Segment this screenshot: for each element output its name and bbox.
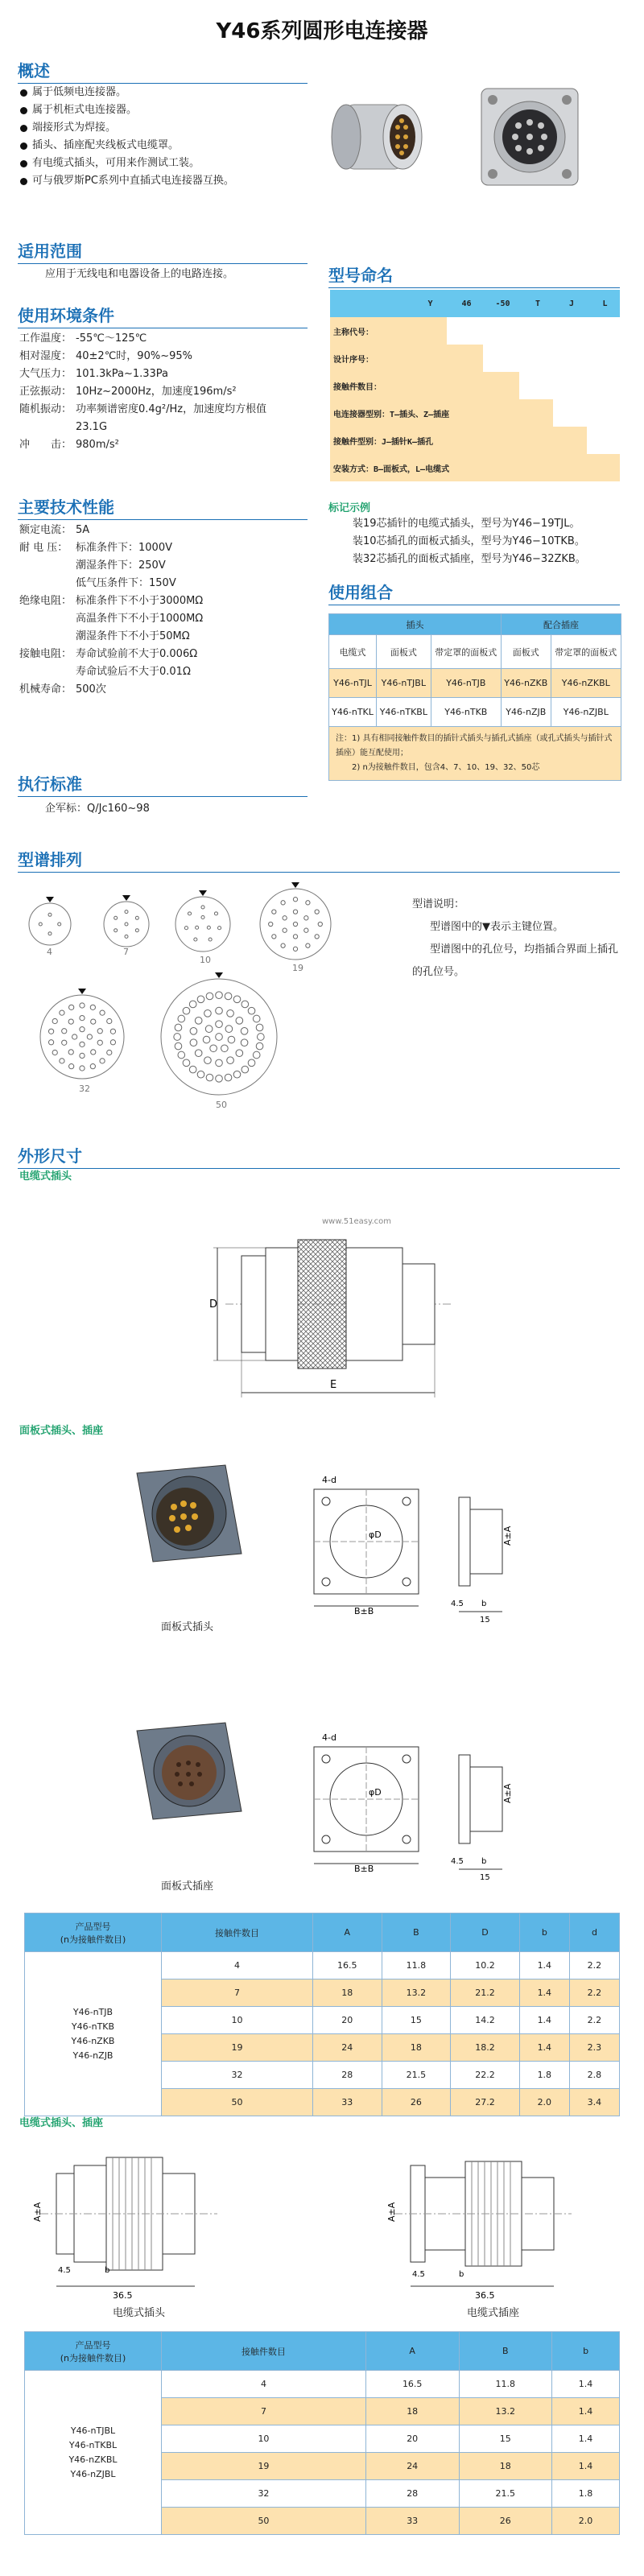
tech-row: 寿命试验后不大于0.01Ω [76,666,191,678]
dims-heading: 外形尺寸 [18,1143,620,1169]
overview-list [19,84,325,190]
cable-plug-heading: 电缆式插头 [19,1170,72,1183]
layout-notes: 型谱说明： 型谱图中的▼表示主键位置。 型谱图中的孔位号，均指插合界面上插孔的孔位号。 [412,898,619,978]
table-cell: 10 [162,2007,313,2034]
layout-label: 7 [123,947,129,957]
layout-diagrams [18,876,420,1117]
table-cell: 4 [162,2371,366,2398]
table-cell: 28 [365,2480,459,2508]
table-cell: 18 [459,2453,552,2480]
table-cell: 2.2 [569,1952,619,1979]
table-cell: 10.2 [451,1952,520,1979]
svg-text:www.51easy.com: www.51easy.com [322,1217,392,1226]
dims-table-panel: 产品型号 (n为接触件数目) 接触件数目 A B D b d Y46-nTJB Y46-nTKB Y46-nZKB Y46-nZJB 4 16.5 11.8 10.2 1.4 2.2 7 18 13.2 21.2 1.4 2.2 10 20 15 14.2 1.4 2.2 19 24 18 18.2 1.4 2.3 32 28 21.5 22.2 1.8 2.8 50 33 26 27.2 2.0 3.4 [24,1913,620,2116]
svg-text:4.5: 4.5 [451,1600,464,1608]
model-list [25,1952,162,2116]
list-item: 装32芯插孔的面板式插座，型号为Y46−32ZKB。 [353,553,586,565]
svg-text:4-d: 4-d [322,1475,336,1485]
model-name: Y46-nTKBL [68,2439,118,2450]
table-cell: 1.4 [552,2453,620,2480]
table-cell: 16.5 [312,1952,382,1979]
list-item: 装10芯插孔的面板式插头，型号为Y46−10TKB。 [353,535,585,547]
cable-plug-drawing [209,1216,475,1409]
env-list [19,330,325,454]
layout-heading: 型谱排列 [18,847,620,873]
table-cell: 1.4 [552,2371,620,2398]
model-name: Y46-nTKB [71,2021,115,2032]
list-item: 属于低频电连接器。 [19,84,325,101]
panel-socket-drawing [298,1723,539,1892]
svg-text:15: 15 [480,1616,490,1624]
svg-text:φD: φD [369,1530,382,1540]
table-cell: 20 [312,2007,382,2034]
standard-heading: 执行标准 [18,771,308,797]
cable2-socket-drawing [378,2141,620,2302]
panel-socket-render [121,1707,250,1868]
list-item: 插头、插座配夹线板式电缆罩。 [19,137,325,155]
tech-heading: 主要技术性能 [18,494,308,520]
table-cell: 1.4 [519,1952,569,1979]
table-cell: 50 [162,2508,366,2535]
env-row: 冲 击： 980m/s² [19,439,119,451]
svg-text:A±A: A±A [386,2202,397,2222]
table-cell: 2.0 [519,2089,569,2116]
table-row [25,2371,620,2398]
svg-text:b: b [481,1600,487,1608]
table-cell: 18 [382,2034,451,2062]
table-cell: 50 [162,2089,313,2116]
panel-heading: 面板式插头、插座 [19,1425,104,1437]
panel-plug-render [121,1449,250,1610]
table-cell: 2.2 [569,1979,619,2007]
table-cell: 15 [382,2007,451,2034]
table-cell: 1.8 [519,2062,569,2089]
pin-layout-19 [260,882,331,973]
cable2-socket-caption: 电缆式插座 [467,2307,520,2319]
naming-diagram: Y 46 -50 T J L 主称代号： 设计序号： 接触件数目： 电连接器型别：T—插头、Z—插座 接触件型别：J—插针K—插孔 安装方式：B—面板式，L—电缆式 [330,290,620,481]
dims-table-cable: 产品型号 (n为接触件数目) 接触件数目 A B b Y46-nTJBL Y46-nTKBL Y46-nZKBL Y46-nZJBL 4 16.5 11.8 1.4 7 18 13.2 1.4 10 20 15 1.4 19 24 18 1.4 32 28 21.5 1.8 50 33 26 2.0 [24,2331,620,2535]
table-cell: 16.5 [365,2371,459,2398]
list-item: 可与俄罗斯PC系列中直插式电连接器互换。 [19,172,325,190]
tech-row: 绝缘电阻： 标准条件下不小于3000MΩ [19,595,204,607]
env-row: 正弦振动： 10Hz~2000Hz，加速度196m/s² [19,386,237,398]
tech-row: 机械寿命： 500次 [19,683,106,696]
table-cell: 21.5 [382,2062,451,2089]
layout-label: 50 [216,1100,227,1110]
list-item: 有电缆式插头，可用来作测试工装。 [19,155,325,172]
svg-text:4.5: 4.5 [412,2270,425,2279]
model-name: Y46-nZJB [72,2050,114,2061]
layout-label: 19 [292,963,303,973]
tech-row: 潮湿条件下不小于50MΩ [76,630,190,642]
page-title: Y46系列圆形电连接器 [216,19,428,43]
table-cell: 14.2 [451,2007,520,2034]
table-cell: 1.4 [519,2007,569,2034]
model-name: Y46-nTJBL [70,2425,116,2436]
table-cell: 15 [459,2425,552,2453]
combo-table: 插头 配合插座 电缆式 面板式 带定罩的面板式 面板式 带定罩的面板式 Y46-nTJL Y46-nTJBL Y46-nTJB Y46-nZKB Y46-nZKBL Y46-nTKL Y46-nTKBL Y46-nTKB Y46-nZJB Y46-nZJBL 注：1) 具有相同接触件数目的插针式插头与插孔式插座（或孔式插头与插针式插座）能互配使用； 2) n为接触件数目，包含4、7、10、19、32、50芯 [328,613,621,781]
svg-text:15: 15 [480,1873,490,1882]
table-row [25,1952,620,1979]
table-cell: 1.4 [552,2425,620,2453]
table-cell: 7 [162,1979,313,2007]
tech-row: 高温条件下不小于1000MΩ [76,613,204,625]
table-cell: 1.4 [519,2034,569,2062]
svg-text:D: D [209,1298,218,1311]
table-cell: 19 [162,2453,366,2480]
overview-heading: 概述 [18,58,308,84]
env-row: 工作温度： -55℃～125℃ [19,332,147,345]
table-cell: 20 [365,2425,459,2453]
table-cell: 26 [459,2508,552,2535]
svg-text:B±B: B±B [354,1606,374,1616]
table-cell: 1.8 [552,2480,620,2508]
table-cell: 21.5 [459,2480,552,2508]
table-cell: 18.2 [451,2034,520,2062]
pin-layout-4 [29,897,71,957]
table-cell: 11.8 [459,2371,552,2398]
panel-plug-drawing [298,1465,539,1634]
naming-heading: 型号命名 [328,262,620,288]
layout-label: 4 [47,947,52,957]
mark-list [353,515,626,568]
panel-socket-caption: 面板式插座 [161,1880,214,1893]
table-cell: 33 [365,2508,459,2535]
table-cell: 3.4 [569,2089,619,2116]
table-cell: 18 [312,1979,382,2007]
pin-layout-10 [175,890,230,965]
cable2-plug-caption: 电缆式插头 [113,2307,166,2319]
table-cell: 1.4 [552,2398,620,2425]
env-row: 大气压力： 101.3kPa~1.33Pa [19,368,169,380]
table-cell: 22.2 [451,2062,520,2089]
tech-row: 潮湿条件下：250V [76,559,166,572]
combo-heading: 使用组合 [328,580,620,605]
svg-text:A±A: A±A [502,1783,513,1803]
mark-heading: 标记示例 [328,502,371,514]
layout-label: 10 [200,955,211,965]
tech-row: 额定电流： 5A [19,524,90,536]
svg-text:36.5: 36.5 [475,2290,495,2301]
svg-text:36.5: 36.5 [113,2290,133,2301]
env-row: 随机振动： 功率频谱密度0.4g²/Hz，加速度均方根值 [19,403,267,415]
tech-list [19,522,325,699]
tech-row: 低气压条件下：150V [76,577,176,589]
combo-note-1: 注：1) 具有相同接触件数目的插针式插头与插孔式插座（或孔式插头与插针式插座）能互配使用； [336,734,613,758]
svg-text:4.5: 4.5 [58,2266,71,2275]
model-list [25,2371,162,2535]
svg-text:b: b [481,1857,487,1866]
table-cell: 28 [312,2062,382,2089]
pin-layout-50 [161,972,277,1110]
svg-text:4.5: 4.5 [451,1857,464,1866]
table-cell: 13.2 [382,1979,451,2007]
table-cell: 7 [162,2398,366,2425]
cable2-heading: 电缆式插头、插座 [19,2117,104,2129]
table-cell: 2.2 [569,2007,619,2034]
env-row: 相对湿度： 40±2℃时，90%~95% [19,350,192,362]
svg-text:A±A: A±A [502,1525,513,1546]
model-name: Y46-nZJBL [70,2468,116,2479]
model-name: Y46-nZKB [71,2035,115,2046]
model-name: Y46-nZKBL [68,2454,118,2465]
table-cell: 2.3 [569,2034,619,2062]
pin-layout-7 [104,895,149,957]
table-cell: 11.8 [382,1952,451,1979]
table-cell: 32 [162,2062,313,2089]
table-cell: 27.2 [451,2089,520,2116]
env-heading: 使用环境条件 [18,303,308,328]
table-cell: 10 [162,2425,366,2453]
svg-text:b: b [459,2270,464,2279]
svg-text:A±A: A±A [32,2202,43,2222]
product-photo [328,56,620,233]
tech-row: 接触电阻： 寿命试验前不大于0.006Ω [19,648,198,660]
table-cell: 18 [365,2398,459,2425]
table-cell: 33 [312,2089,382,2116]
env-row: 23.1G [76,421,108,433]
standard-text: 企军标：Q/Jc160~98 [45,803,150,815]
layout-label: 32 [79,1084,90,1094]
svg-text:4-d: 4-d [322,1732,336,1743]
cable2-plug-drawing [24,2141,290,2302]
table-cell: 26 [382,2089,451,2116]
table-cell: 2.0 [552,2508,620,2535]
table-cell: 19 [162,2034,313,2062]
table-cell: 21.2 [451,1979,520,2007]
table-cell: 4 [162,1952,313,1979]
combo-note-2: 2) n为接触件数目，包含4、7、10、19、32、50芯 [352,763,540,772]
list-item: 端接形式为焊接。 [19,119,325,137]
scope-text: 应用于无线电和电器设备上的电路连接。 [45,268,234,280]
table-cell: 24 [365,2453,459,2480]
list-item: 装19芯插针的电缆式插头，型号为Y46−19TJL。 [353,518,580,530]
table-cell: 2.8 [569,2062,619,2089]
table-cell: 24 [312,2034,382,2062]
list-item: 属于机柜式电连接器。 [19,101,325,119]
scope-heading: 适用范围 [18,238,308,264]
tech-row: 耐 电 压： 标准条件下：1000V [19,542,172,554]
pin-layout-32 [40,989,124,1094]
table-cell: 13.2 [459,2398,552,2425]
svg-text:b: b [105,2266,110,2275]
svg-text:B±B: B±B [354,1864,374,1874]
model-name: Y46-nTJB [72,2006,114,2017]
panel-plug-caption: 面板式插头 [161,1621,214,1633]
table-cell: 32 [162,2480,366,2508]
table-cell: 1.4 [519,1979,569,2007]
svg-text:φD: φD [369,1787,382,1798]
svg-text:E: E [330,1379,337,1391]
